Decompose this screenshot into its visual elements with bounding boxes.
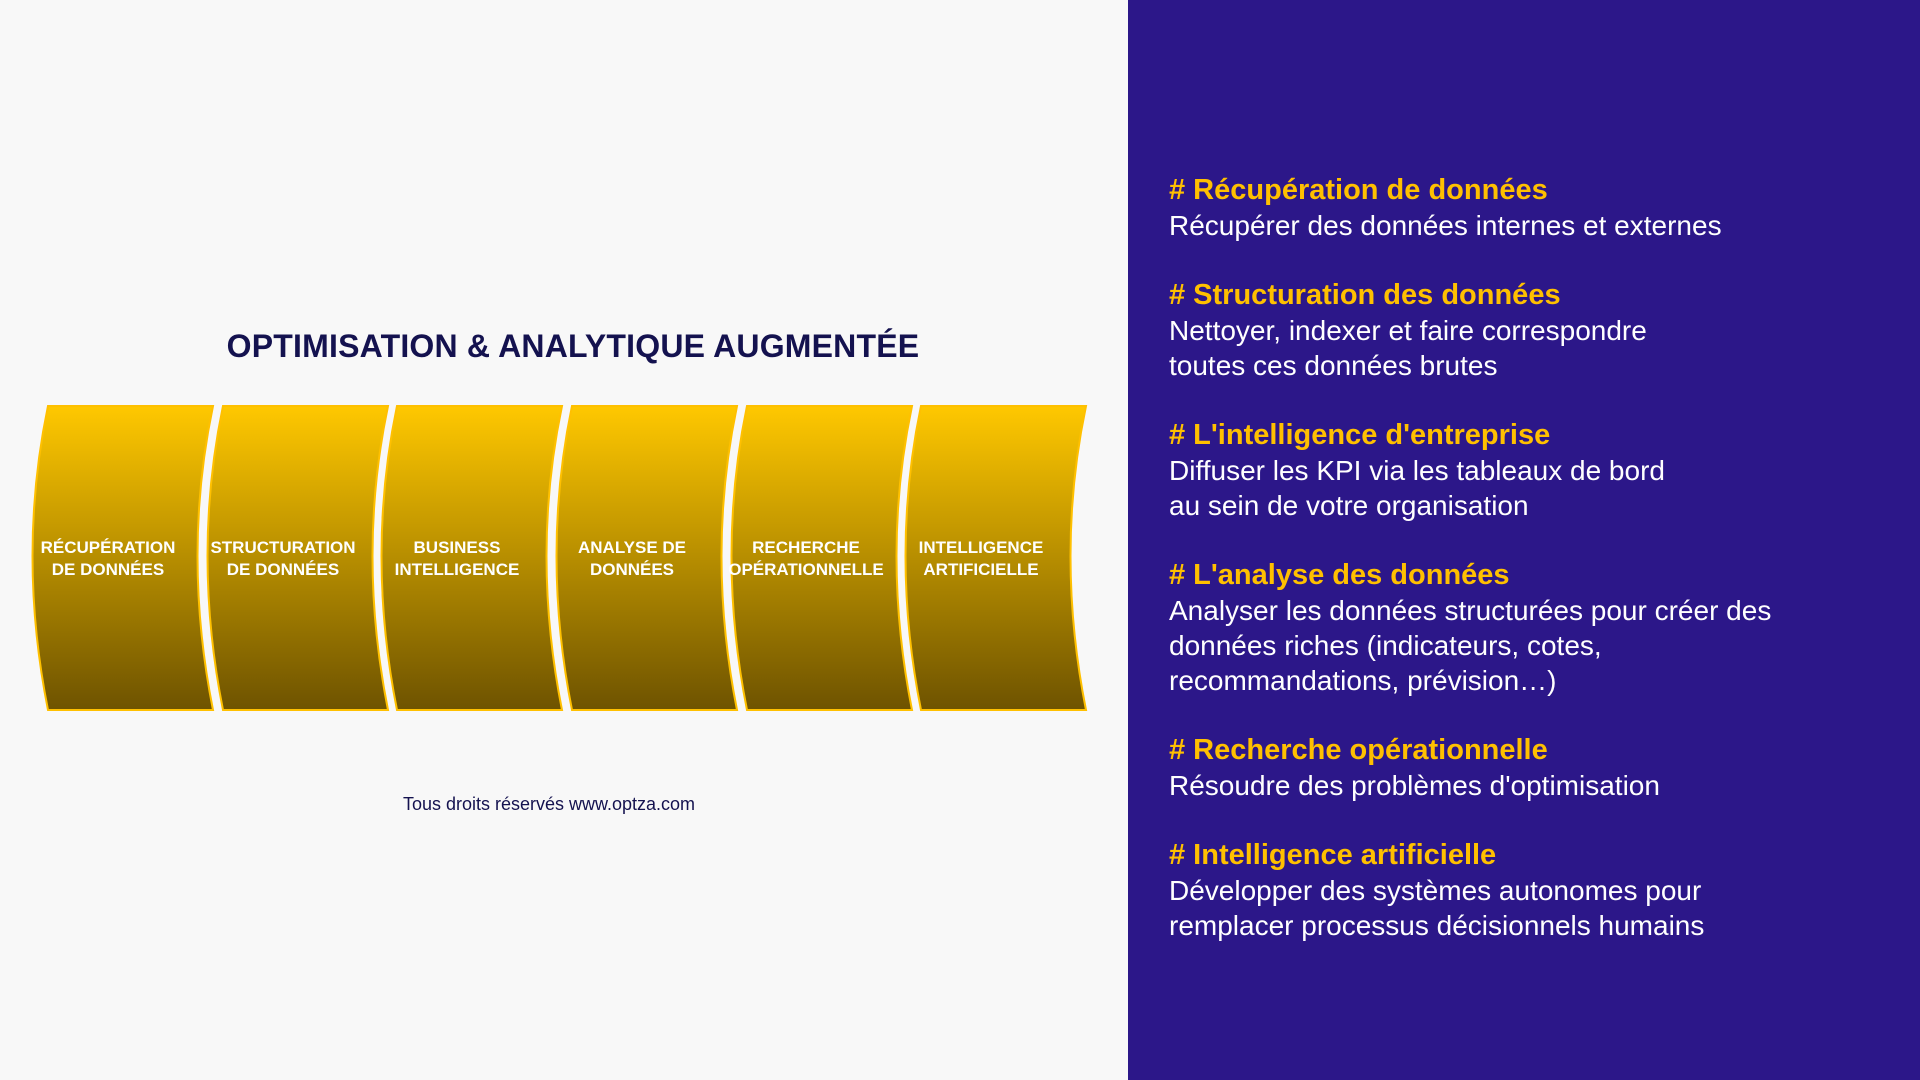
section-title: # Intelligence artificielle [1169, 839, 1497, 871]
copyright-text: Tous droits réservés www.optza.com [402, 794, 696, 814]
sections-list [1169, 172, 1889, 977]
section-title: # L'intelligence d'entreprise [1169, 419, 1551, 451]
segment-analyse [557, 406, 738, 710]
section-intelligence-artificielle [1169, 837, 1889, 943]
section-recherche [1169, 732, 1889, 803]
section-title: # Récupération de données [1169, 174, 1548, 206]
segment-shape [557, 406, 738, 710]
section-description: Récupérer des données internes et externes [1169, 210, 1722, 241]
segment-recuperation [33, 406, 214, 710]
segment-structuration [208, 406, 389, 710]
segment-shape [732, 406, 913, 710]
segment-label-line2: DONNÉES [589, 560, 675, 579]
segment-label-line1: RÉCUPÉRATION [40, 538, 176, 557]
segment-label-line1: BUSINESS [413, 538, 501, 557]
section-intelligence-entreprise [1169, 417, 1889, 523]
section-description: Diffuser les KPI via les tableaux de bord au sein de votre organisation [1169, 455, 1665, 521]
section-structuration [1169, 277, 1889, 383]
segment-label-line2: INTELLIGENCE [394, 560, 520, 579]
segment-intelligence-artificielle [906, 406, 1087, 710]
section-description: Nettoyer, indexer et faire correspondre toutes ces données brutes [1169, 315, 1647, 381]
segment-label-line2: DE DONNÉES [51, 560, 165, 579]
section-analyse [1169, 557, 1889, 698]
segment-shape [208, 406, 389, 710]
segment-label-line2: OPÉRATIONNELLE [728, 560, 884, 579]
section-title: # Recherche opérationnelle [1169, 734, 1548, 766]
section-title: # Structuration des données [1169, 279, 1561, 311]
section-description: Analyser les données structurées pour créer des données riches (indicateurs, cotes, recommandations, prévision…) [1169, 595, 1772, 696]
segment-business-intelligence [382, 406, 563, 710]
segment-label-line1: STRUCTURATION [210, 538, 356, 557]
section-description: Développer des systèmes autonomes pour remplacer processus décisionnels humains [1169, 875, 1705, 941]
section-recuperation [1169, 172, 1889, 243]
segment-label-line2: ARTIFICIELLE [923, 560, 1039, 579]
segment-label-line1: ANALYSE DE [577, 538, 687, 557]
segment-shape [33, 406, 214, 710]
segment-label-line2: DE DONNÉES [226, 560, 340, 579]
segment-label-line1: INTELLIGENCE [918, 538, 1044, 557]
section-description: Résoudre des problèmes d'optimisation [1169, 770, 1660, 801]
segment-recherche [728, 406, 912, 710]
section-title: # L'analyse des données [1169, 559, 1510, 591]
segment-shape [906, 406, 1087, 710]
segment-shape [382, 406, 563, 710]
diagram-title: OPTIMISATION & ANALYTIQUE AUGMENTÉE [226, 328, 920, 364]
segment-label-line1: RECHERCHE [752, 538, 860, 557]
